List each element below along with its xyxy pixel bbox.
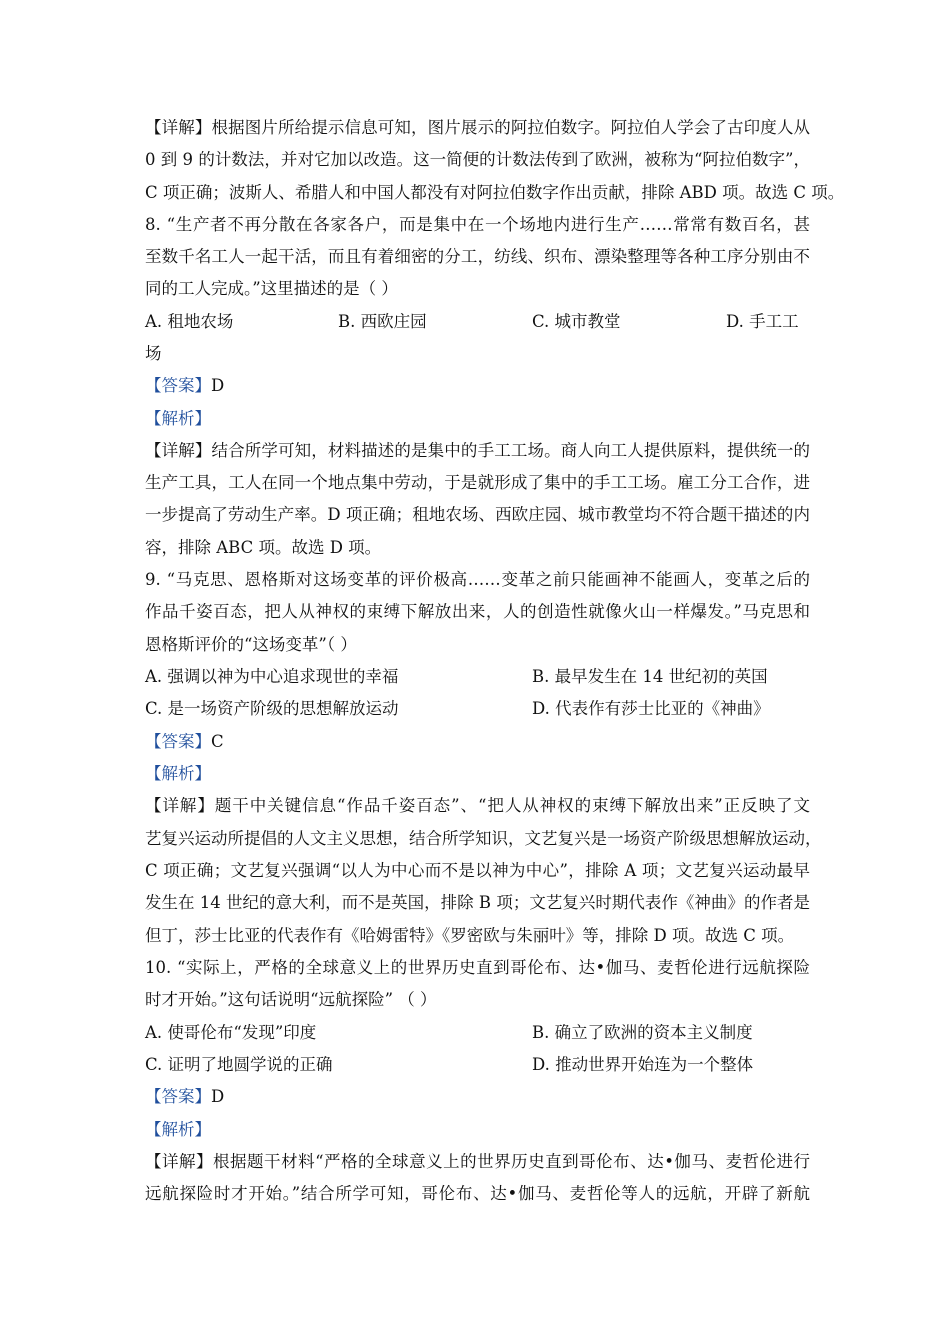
q9-detail-line-5: 但丁，莎士比亚的代表作有《哈姆雷特》《罗密欧与朱丽叶》等，排除 D 项。故选 C 项。 xyxy=(145,926,795,945)
q9-option-d: D. 代表作有莎士比亚的《神曲》 xyxy=(532,699,770,718)
q8-option-d-wrap: 场 xyxy=(145,344,162,363)
q8-detail-line-2: 生产工具，工人在同一个地点集中劳动，于是就形成了集中的手工工场。雇工分工合作，进 xyxy=(145,473,810,492)
q8-answer xyxy=(145,375,810,397)
q10-option-a: A. 使哥伦布“发现”印度 xyxy=(145,1023,317,1042)
q8-stem-line-1: 8. “生产者不再分散在各家各户，而是集中在一个场地内进行生产……常常有数百名，甚 xyxy=(145,215,810,234)
q7-detail-line-1: 【详解】根据图片所给提示信息可知，图片展示的阿拉伯数字。阿拉伯人学会了古印度人从 xyxy=(145,118,810,137)
answer-value: D xyxy=(211,1087,225,1106)
q9-option-a: A. 强调以神为中心追求现世的幸福 xyxy=(145,667,399,686)
q10-stem-line-2: 时才开始。”这句话说明“远航探险” （ ） xyxy=(145,990,437,1009)
q8-option-a: A. 租地农场 xyxy=(145,312,234,331)
q7-detail-line-2: 0 到 9 的计数法，并对它加以改造。这一简便的计数法传到了欧洲，被称为“阿拉伯数字”， xyxy=(145,150,810,169)
answer-tag: 【答案】 xyxy=(145,376,211,395)
answer-value: C xyxy=(211,732,224,751)
q7-detail-line-3: C 项正确；波斯人、希腊人和中国人都没有对阿拉伯数字作出贡献，排除 ABD 项。故选 C 项。 xyxy=(145,183,845,202)
q9-analysis-tag: 【解析】 xyxy=(145,764,211,783)
q9-detail-line-2: 艺复兴运动所提倡的人文主义思想，结合所学知识，文艺复兴是一场资产阶级思想解放运动， xyxy=(145,829,822,848)
answer-value: D xyxy=(211,376,225,395)
q10-stem-line-1: 10. “实际上，严格的全球意义上的世界历史直到哥伦布、达•伽马、麦哲伦进行远航探险 xyxy=(145,958,810,977)
q8-option-c: C. 城市教堂 xyxy=(532,312,621,331)
q9-option-b: B. 最早发生在 14 世纪初的英国 xyxy=(532,667,768,686)
q8-option-d: D. 手工工 xyxy=(726,312,799,331)
q8-stem-line-2: 至数千名工人一起干活，而且有着细密的分工，纺线、织布、漂染整理等各种工序分别由不 xyxy=(145,247,810,266)
q10-detail-line-1: 【详解】根据题干材料“严格的全球意义上的世界历史直到哥伦布、达•伽马、麦哲伦进行 xyxy=(145,1152,810,1171)
q8-detail-line-3: 一步提高了劳动生产率。D 项正确；租地农场、西欧庄园、城市教堂均不符合题干描述的内 xyxy=(145,505,810,524)
q9-stem-line-3: 恩格斯评价的“这场变革”（ ） xyxy=(145,635,357,654)
q9-stem-line-1: 9. “马克思、恩格斯对这场变革的评价极高……变革之前只能画神不能画人，变革之后的 xyxy=(145,570,810,589)
q9-detail-line-3: C 项正确；文艺复兴强调“以人为中心而不是以神为中心”，排除 A 项；文艺复兴运动最早 xyxy=(145,861,810,880)
q9-stem-line-2: 作品千姿百态，把人从神权的束缚下解放出来，人的创造性就像火山一样爆发。”马克思和 xyxy=(145,602,810,621)
answer-tag: 【答案】 xyxy=(145,732,211,751)
answer-tag: 【答案】 xyxy=(145,1087,211,1106)
q10-detail-line-2: 远航探险时才开始。”结合所学可知，哥伦布、达•伽马、麦哲伦等人的远航，开辟了新航 xyxy=(145,1184,810,1203)
q9-detail-line-4: 发生在 14 世纪的意大利，而不是英国，排除 B 项；文艺复兴时期代表作《神曲》的作者是 xyxy=(145,893,810,912)
q9-detail-line-1: 【详解】题干中关键信息“作品千姿百态”、“把人从神权的束缚下解放出来”正反映了文 xyxy=(145,796,810,815)
q10-option-d: D. 推动世界开始连为一个整体 xyxy=(532,1055,754,1074)
q10-analysis-tag: 【解析】 xyxy=(145,1120,211,1139)
q10-option-c: C. 证明了地圆学说的正确 xyxy=(145,1055,333,1074)
q8-stem-line-3: 同的工人完成。”这里描述的是（ ） xyxy=(145,279,398,298)
q10-option-b: B. 确立了欧洲的资本主义制度 xyxy=(532,1023,753,1042)
q10-answer xyxy=(145,1086,810,1108)
q8-detail-line-1: 【详解】结合所学可知，材料描述的是集中的手工工场。商人向工人提供原料，提供统一的 xyxy=(145,441,810,460)
q9-option-c: C. 是一场资产阶级的思想解放运动 xyxy=(145,699,399,718)
q8-detail-line-4: 容，排除 ABC 项。故选 D 项。 xyxy=(145,538,382,557)
q9-answer xyxy=(145,731,810,753)
q8-option-b: B. 西欧庄园 xyxy=(338,312,427,331)
q8-analysis-tag: 【解析】 xyxy=(145,409,211,428)
